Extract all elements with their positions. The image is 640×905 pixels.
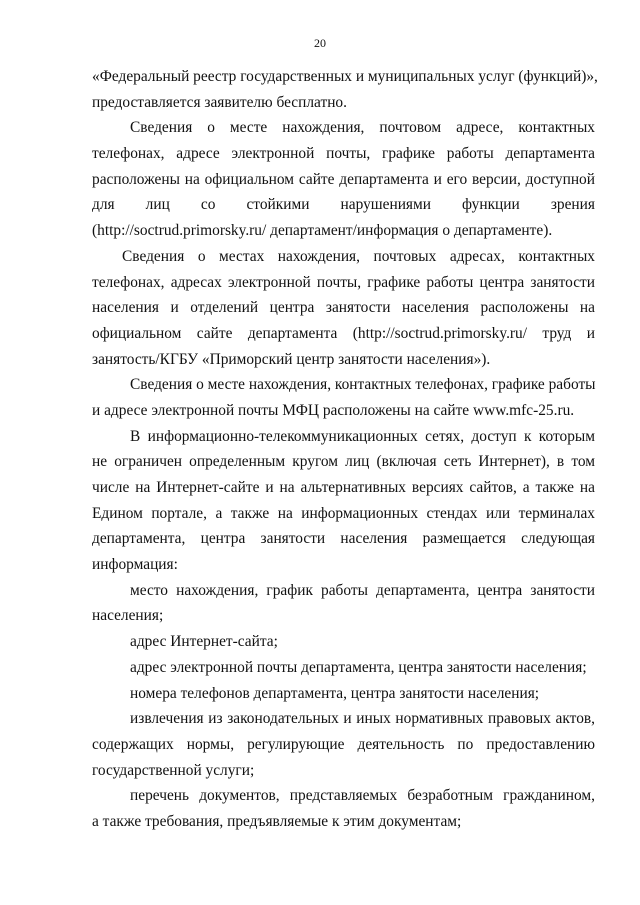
page-number: 20 [314, 36, 326, 50]
text-line: и адресе электронной почты МФЦ расположены на сайте www.mfc-25.ru. [92, 401, 575, 419]
text-line: расположены на официальном сайте департамента и его версии, доступной [92, 170, 595, 188]
text-line: место нахождения, график работы департамента, центра занятости [130, 581, 595, 599]
text-line: извлечения из законодательных и иных нормативных правовых актов, [130, 710, 595, 728]
text-line: не ограничен определенным кругом лиц (включая сеть Интернет), в том [92, 453, 595, 471]
text-line: адрес Интернет-сайта; [130, 633, 278, 651]
text-line: департамента, центра занятости населения размещается следующая [92, 530, 595, 548]
text-line: занятость/КГБУ «Приморский центр занятости населения»). [92, 350, 491, 368]
text-line: Сведения о местах нахождения, почтовых адресах, контактных [122, 247, 595, 265]
text-line: предоставляется заявителю бесплатно. [92, 93, 347, 111]
text-line: для лиц со стойкими нарушениями функции зрения [92, 196, 595, 214]
text-line: а также требования, предъявляемые к этим документам; [92, 812, 462, 830]
text-line: Сведения о месте нахождения, почтовом адресе, контактных [130, 119, 595, 137]
text-line: номера телефонов департамента, центра занятости населения; [130, 684, 540, 702]
text-line: телефонах, адресе электронной почты, графике работы департамента [92, 145, 595, 163]
text-line: населения; [92, 607, 164, 625]
text-line: «Федеральный реестр государственных и муниципальных услуг (функций)», [92, 68, 598, 85]
text-line: (http://soctrud.primorsky.ru/ департамент/информация о департаменте). [92, 222, 553, 240]
document-body [92, 64, 598, 835]
text-line: адрес электронной почты департамента, центра занятости населения; [130, 658, 587, 676]
text-line: официальном сайте департамента (http://soctrud.primorsky.ru/ труд и [92, 324, 595, 342]
text-line: населения и отделений центра занятости населения расположены на [92, 299, 595, 317]
text-line: содержащих нормы, регулирующие деятельность по предоставлению [92, 735, 595, 753]
text-line: государственной услуги; [92, 761, 255, 779]
text-line: Едином портале, а также на информационных стендах или терминалах [92, 504, 595, 522]
text-line: числе на Интернет-сайте и на альтернативных версиях сайтов, а также на [92, 479, 595, 496]
text-line: В информационно-телекоммуникационных сетях, доступ к которым [130, 427, 595, 445]
text-line: информация: [92, 556, 178, 574]
text-line: телефонах, адресах электронной почты, графике работы центра занятости [92, 273, 595, 291]
text-line: Сведения о месте нахождения, контактных телефонах, графике работы [130, 376, 596, 394]
text-line: перечень документов, представляемых безработным гражданином, [130, 787, 595, 805]
